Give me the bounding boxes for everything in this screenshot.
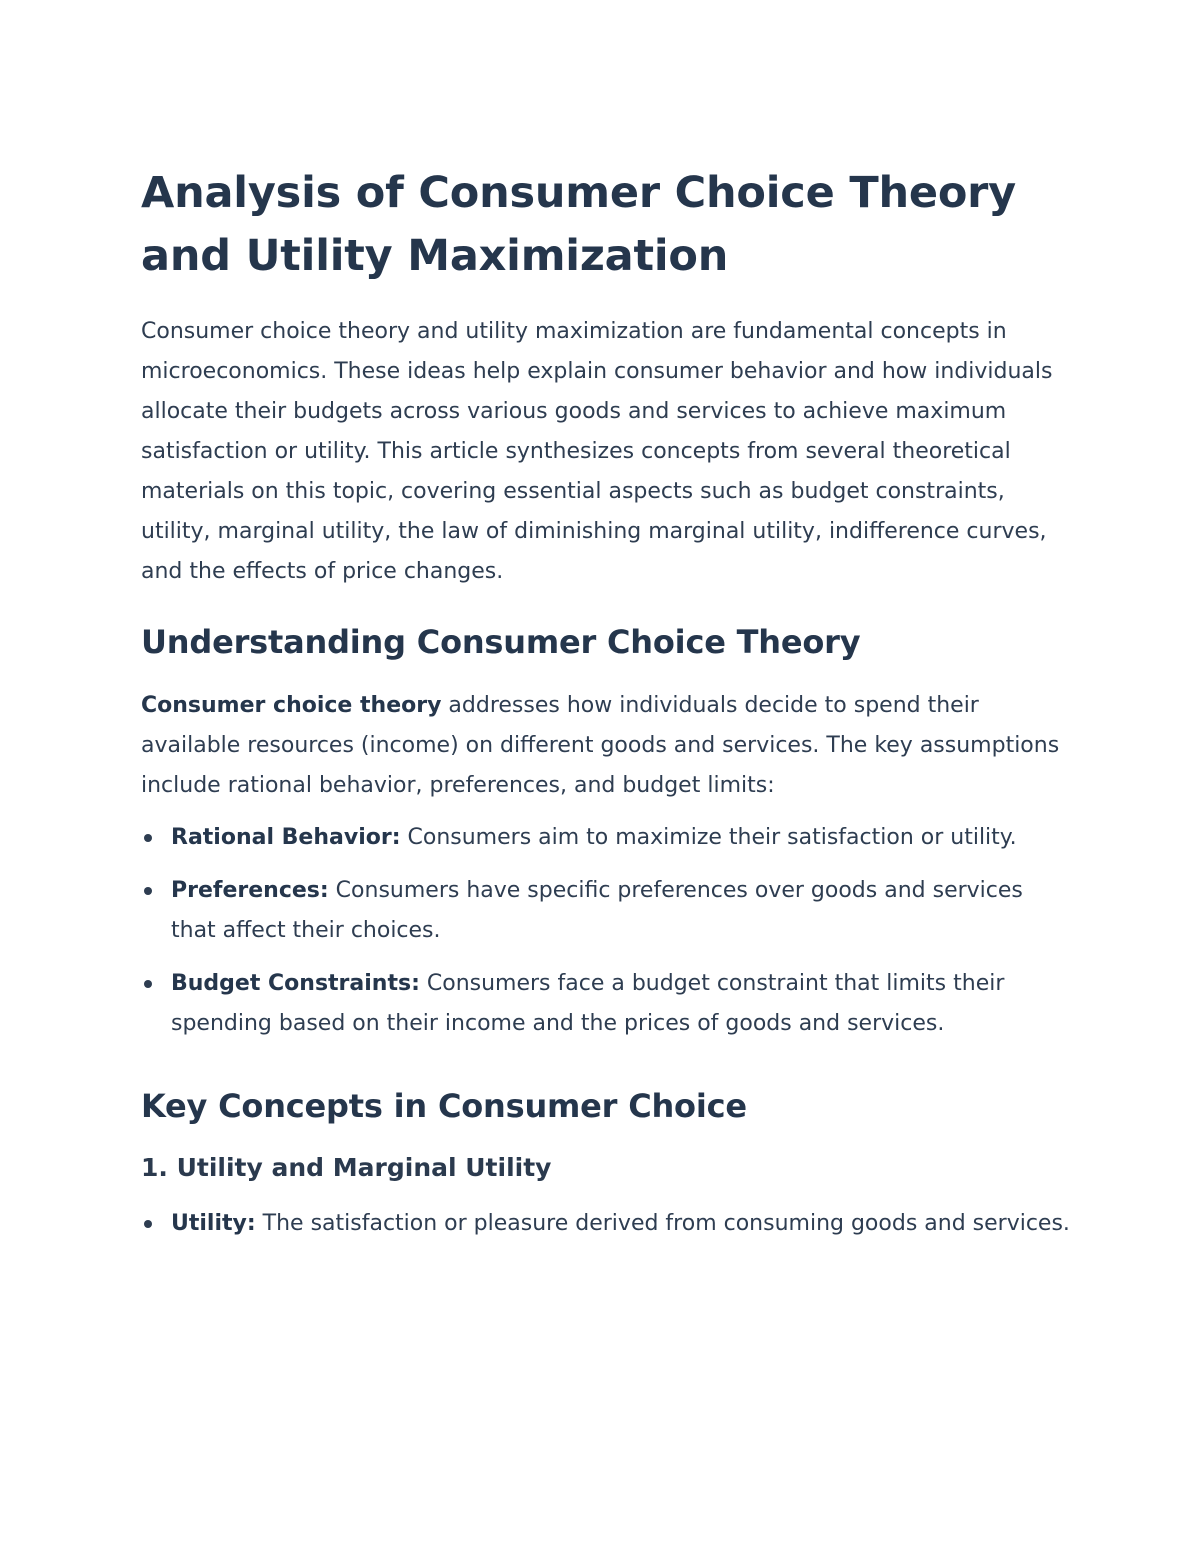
document-title [141, 162, 1071, 288]
bullet-icon [144, 834, 152, 842]
list-item-text: Consumers face a budget constraint that limits their spending based on their income and the prices of goods and services. [171, 971, 1005, 1036]
list-item-text: Consumers have specific preferences over goods and services that affect their choices. [171, 878, 1023, 943]
list-item-term: Budget Constraints: [171, 971, 420, 996]
subheading-utility-marginal-utility: 1. Utility and Marginal Utility [141, 1153, 552, 1182]
list-item-utility [141, 1204, 1071, 1244]
utility-list [141, 1204, 1071, 1244]
list-item-text: The satisfaction or pleasure derived from consuming goods and services. [255, 1211, 1070, 1236]
list-item-budget-constraints [141, 964, 1071, 1044]
list-item-text: Consumers aim to maximize their satisfaction or utility. [400, 825, 1017, 850]
list-item-term: Utility: [171, 1211, 256, 1236]
section-heading-key-concepts: Key Concepts in Consumer Choice [141, 1087, 747, 1125]
bullet-icon [144, 1220, 152, 1228]
bullet-icon [144, 980, 152, 988]
lead-bold-term: Consumer choice theory [141, 693, 442, 718]
assumptions-list [141, 818, 1071, 1044]
list-item-term: Rational Behavior: [171, 825, 401, 850]
list-item-rational-behavior [141, 818, 1071, 858]
title-line-2: and Utility Maximization [141, 231, 729, 281]
list-item-term: Preferences: [171, 878, 329, 903]
bullet-icon [144, 887, 152, 895]
title-line-1: Analysis of Consumer Choice Theory [141, 168, 1017, 218]
section-heading-consumer-choice-theory: Understanding Consumer Choice Theory [141, 623, 861, 661]
section-lead-paragraph [141, 686, 1071, 806]
list-item-preferences [141, 871, 1071, 951]
intro-paragraph: Consumer choice theory and utility maximization are fundamental concepts in microeconomics. These ideas help explain consumer behavior and how individuals allocate their budgets across various goods and services to achieve maximum satisfaction or utility. This article synthesizes concepts from several theoretical materials on this topic, covering essential aspects such as budget constraints, utility, marginal utility, the law of diminishing marginal utility, indifference curves, and the effects of price changes. [141, 319, 1053, 584]
lead-text: addresses how individuals decide to spend their available resources (income) on different goods and services. The key assumptions include rational behavior, preferences, and budget limits: [141, 693, 1060, 798]
document-page [141, 162, 1071, 1257]
